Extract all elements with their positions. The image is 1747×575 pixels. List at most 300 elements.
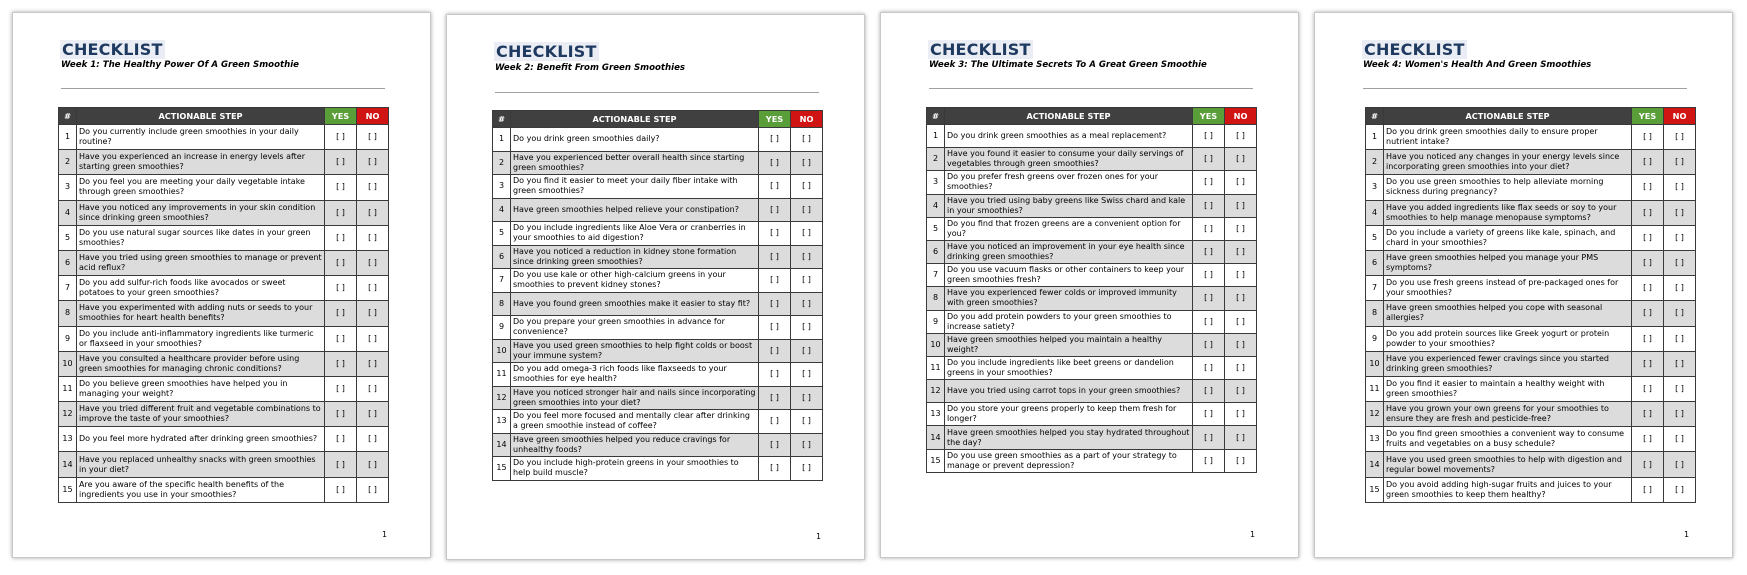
row-number: 15 [1366,477,1384,502]
row-question: Do you include a variety of greens like kale, spinach, and chard in your smoothies? [1384,225,1632,250]
row-number: 6 [1366,250,1384,275]
header-num: # [1366,108,1384,125]
row-number: 14 [1366,452,1384,477]
yes-checkbox[interactable]: [ ] [1632,225,1664,250]
row-question: Do you feel you are meeting your daily vegetable intake through green smoothies? [77,175,325,200]
row-question: Do you add omega-3 rich foods like flaxseeds to your smoothies for eye health? [511,363,759,387]
row-question: Have you tried using baby greens like Swiss chard and kale in your smoothies? [945,194,1193,217]
row-question: Do you drink green smoothies as a meal replacement? [945,125,1193,148]
yes-checkbox[interactable]: [ ] [1632,402,1664,427]
row-number: 10 [493,339,511,363]
row-question: Have you experienced better overall health since starting green smoothies? [511,151,759,175]
table-row [59,225,389,250]
yes-checkbox[interactable]: [ ] [1193,333,1225,356]
no-checkbox[interactable]: [ ] [1225,287,1257,310]
yes-checkbox[interactable]: [ ] [1632,477,1664,502]
no-checkbox[interactable]: [ ] [1225,310,1257,333]
row-question: Do you find it easier to maintain a healthy weight with green smoothies? [1384,376,1632,401]
no-checkbox[interactable]: [ ] [357,427,389,452]
yes-checkbox[interactable]: [ ] [325,376,357,401]
header-yes: YES [325,108,357,125]
yes-checkbox[interactable]: [ ] [325,301,357,326]
row-question: Do you find green smoothies a convenient way to consume fruits and vegetables on a busy schedule? [1384,427,1632,452]
row-question: Have you tried different fruit and vegetable combinations to improve the taste of your smoothies? [77,402,325,427]
header-yes: YES [759,111,791,128]
row-question: Do you use green smoothies as a part of your strategy to manage or prevent depression? [945,449,1193,472]
no-checkbox[interactable]: [ ] [791,245,823,269]
row-number: 8 [59,301,77,326]
no-checkbox[interactable]: [ ] [1664,301,1696,326]
no-checkbox[interactable]: [ ] [357,326,389,351]
row-question: Do you prefer fresh greens over frozen ones for your smoothies? [945,171,1193,194]
table-row [59,326,389,351]
row-question: Have green smoothies helped you reduce cravings for unhealthy foods? [511,433,759,457]
table-row [493,316,823,340]
row-number: 12 [927,380,945,403]
row-number: 15 [927,449,945,472]
table-row [1366,225,1696,250]
row-question: Do you use fresh greens instead of pre-packaged ones for your smoothies? [1384,276,1632,301]
row-number: 15 [59,477,77,502]
table-row [927,287,1257,310]
table-row [1366,150,1696,175]
no-checkbox[interactable]: [ ] [1664,250,1696,275]
no-checkbox[interactable]: [ ] [791,175,823,199]
table-row [1366,351,1696,376]
row-number: 5 [59,225,77,250]
row-number: 12 [1366,402,1384,427]
row-question: Do you include ingredients like beet greens or dandelion greens in your smoothies? [945,356,1193,379]
header-num: # [59,108,77,125]
no-checkbox[interactable]: [ ] [1664,477,1696,502]
yes-checkbox[interactable]: [ ] [325,225,357,250]
yes-checkbox[interactable]: [ ] [1632,301,1664,326]
table-row [59,250,389,275]
table-row [927,403,1257,426]
row-question: Have you noticed stronger hair and nails since incorporating green smoothies into your diet? [511,386,759,410]
row-number: 1 [1366,125,1384,150]
yes-checkbox[interactable]: [ ] [1193,264,1225,287]
no-checkbox[interactable]: [ ] [1664,351,1696,376]
table-row [1366,452,1696,477]
table-row [1366,402,1696,427]
yes-checkbox[interactable]: [ ] [1193,380,1225,403]
table-row [927,449,1257,472]
row-question: Have green smoothies helped you maintain a healthy weight? [945,333,1193,356]
row-question: Do you prepare your green smoothies in advance for convenience? [511,316,759,340]
checklist-page-week-2 [446,14,865,560]
no-checkbox[interactable]: [ ] [357,150,389,175]
no-checkbox[interactable]: [ ] [1225,171,1257,194]
table-row [1366,200,1696,225]
no-checkbox[interactable]: [ ] [1225,356,1257,379]
no-checkbox[interactable]: [ ] [791,316,823,340]
row-question: Do you add sulfur-rich foods like avocados or sweet potatoes to your green smoothies? [77,276,325,301]
yes-checkbox[interactable]: [ ] [1193,310,1225,333]
table-row [927,380,1257,403]
table-row [493,222,823,246]
table-row [927,148,1257,171]
yes-checkbox[interactable]: [ ] [1193,426,1225,449]
table-row [493,339,823,363]
no-checkbox[interactable]: [ ] [1225,426,1257,449]
no-checkbox[interactable]: [ ] [357,200,389,225]
row-number: 3 [493,175,511,199]
header-no: NO [791,111,823,128]
header-step: ACTIONABLE STEP [511,111,759,128]
yes-checkbox[interactable]: [ ] [1193,240,1225,263]
yes-checkbox[interactable]: [ ] [759,410,791,434]
yes-checkbox[interactable]: [ ] [759,222,791,246]
yes-checkbox[interactable]: [ ] [1193,449,1225,472]
table-row [59,402,389,427]
no-checkbox[interactable]: [ ] [791,198,823,222]
no-checkbox[interactable]: [ ] [1225,148,1257,171]
row-number: 13 [59,427,77,452]
row-question: Do you use natural sugar sources like dates in your green smoothies? [77,225,325,250]
row-number: 10 [1366,351,1384,376]
no-checkbox[interactable]: [ ] [1225,240,1257,263]
no-checkbox[interactable]: [ ] [357,477,389,502]
yes-checkbox[interactable]: [ ] [325,150,357,175]
yes-checkbox[interactable]: [ ] [1632,427,1664,452]
row-number: 4 [927,194,945,217]
no-checkbox[interactable]: [ ] [1664,276,1696,301]
row-number: 2 [927,148,945,171]
row-number: 7 [493,269,511,293]
row-number: 3 [927,171,945,194]
yes-checkbox[interactable]: [ ] [759,151,791,175]
row-question: Have you grown your own greens for your smoothies to ensure they are fresh and pesticide-free? [1384,402,1632,427]
row-question: Have you consulted a healthcare provider before using green smoothies for managing chronic conditions? [77,351,325,376]
no-checkbox[interactable]: [ ] [1225,449,1257,472]
page-number: 1 [382,530,388,539]
table-row [59,125,389,150]
yes-checkbox[interactable]: [ ] [1193,194,1225,217]
yes-checkbox[interactable]: [ ] [1193,171,1225,194]
no-checkbox[interactable]: [ ] [1225,403,1257,426]
row-number: 11 [493,363,511,387]
yes-checkbox[interactable]: [ ] [1632,175,1664,200]
row-number: 3 [59,175,77,200]
yes-checkbox[interactable]: [ ] [325,250,357,275]
yes-checkbox[interactable]: [ ] [325,477,357,502]
yes-checkbox[interactable]: [ ] [325,427,357,452]
table-row [927,356,1257,379]
no-checkbox[interactable]: [ ] [357,351,389,376]
table-row [59,452,389,477]
header-num: # [493,111,511,128]
page-title: CHECKLIST [496,42,597,61]
row-number: 9 [59,326,77,351]
row-number: 4 [1366,200,1384,225]
yes-checkbox[interactable]: [ ] [1632,150,1664,175]
yes-checkbox[interactable]: [ ] [325,326,357,351]
no-checkbox[interactable]: [ ] [791,363,823,387]
no-checkbox[interactable]: [ ] [791,457,823,481]
no-checkbox[interactable]: [ ] [791,151,823,175]
row-question: Do you feel more focused and mentally clear after drinking a green smoothie instead of coffee? [511,410,759,434]
no-checkbox[interactable]: [ ] [1225,264,1257,287]
row-number: 14 [927,426,945,449]
checklist-table [1365,107,1696,503]
table-row [493,292,823,316]
row-question: Do you find it easier to meet your daily fiber intake with green smoothies? [511,175,759,199]
yes-checkbox[interactable]: [ ] [325,276,357,301]
row-question: Do you use kale or other high-calcium greens in your smoothies to prevent kidney stones? [511,269,759,293]
table-row [1366,477,1696,502]
row-number: 4 [493,198,511,222]
no-checkbox[interactable]: [ ] [1664,402,1696,427]
table-row [493,128,823,152]
table-row [927,426,1257,449]
table-row [493,410,823,434]
no-checkbox[interactable]: [ ] [357,276,389,301]
row-question: Have you noticed any changes in your energy levels since incorporating green smoothies into your diet? [1384,150,1632,175]
row-number: 8 [927,287,945,310]
no-checkbox[interactable]: [ ] [1664,376,1696,401]
yes-checkbox[interactable]: [ ] [759,128,791,152]
row-number: 13 [927,403,945,426]
row-number: 9 [927,310,945,333]
yes-checkbox[interactable]: [ ] [325,125,357,150]
divider [495,92,819,93]
no-checkbox[interactable]: [ ] [357,250,389,275]
header-step: ACTIONABLE STEP [945,108,1193,125]
yes-checkbox[interactable]: [ ] [325,351,357,376]
no-checkbox[interactable]: [ ] [791,339,823,363]
table-row [493,363,823,387]
yes-checkbox[interactable]: [ ] [759,175,791,199]
no-checkbox[interactable]: [ ] [357,301,389,326]
no-checkbox[interactable]: [ ] [357,402,389,427]
no-checkbox[interactable]: [ ] [1225,333,1257,356]
checklist-table [492,110,823,481]
yes-checkbox[interactable]: [ ] [325,175,357,200]
table-row [59,351,389,376]
yes-checkbox[interactable]: [ ] [1193,356,1225,379]
header-no: NO [1664,108,1696,125]
row-number: 8 [493,292,511,316]
page-title: CHECKLIST [930,40,1031,59]
no-checkbox[interactable]: [ ] [357,175,389,200]
no-checkbox[interactable]: [ ] [791,386,823,410]
page-number: 1 [1250,530,1256,539]
no-checkbox[interactable]: [ ] [1664,452,1696,477]
row-question: Have you tried using carrot tops in your green smoothies? [945,380,1193,403]
yes-checkbox[interactable]: [ ] [759,316,791,340]
table-row [493,175,823,199]
row-question: Have you noticed any improvements in your skin condition since drinking green smoothies? [77,200,325,225]
row-question: Have you noticed a reduction in kidney stone formation since drinking green smoothies? [511,245,759,269]
row-number: 14 [59,452,77,477]
yes-checkbox[interactable]: [ ] [759,339,791,363]
yes-checkbox[interactable]: [ ] [1632,351,1664,376]
row-question: Have you found it easier to consume your daily servings of vegetables through green smoothies? [945,148,1193,171]
yes-checkbox[interactable]: [ ] [1193,403,1225,426]
table-row [1366,175,1696,200]
table-row [927,171,1257,194]
row-question: Have you used green smoothies to help with digestion and regular bowel movements? [1384,452,1632,477]
no-checkbox[interactable]: [ ] [357,376,389,401]
row-number: 7 [927,264,945,287]
no-checkbox[interactable]: [ ] [791,292,823,316]
no-checkbox[interactable]: [ ] [1664,125,1696,150]
no-checkbox[interactable]: [ ] [1664,326,1696,351]
yes-checkbox[interactable]: [ ] [759,457,791,481]
yes-checkbox[interactable]: [ ] [1193,125,1225,148]
no-checkbox[interactable]: [ ] [1225,125,1257,148]
row-question: Do you believe green smoothies have helped you in managing your weight? [77,376,325,401]
no-checkbox[interactable]: [ ] [357,125,389,150]
row-question: Do you store your greens properly to keep them fresh for longer? [945,403,1193,426]
table-row [927,264,1257,287]
no-checkbox[interactable]: [ ] [791,222,823,246]
row-number: 3 [1366,175,1384,200]
row-question: Are you aware of the specific health benefits of the ingredients you use in your smoothies? [77,477,325,502]
table-row [1366,326,1696,351]
table-row [59,276,389,301]
checklist-table [58,107,389,503]
divider [929,88,1253,89]
yes-checkbox[interactable]: [ ] [759,198,791,222]
no-checkbox[interactable]: [ ] [1225,217,1257,240]
no-checkbox[interactable]: [ ] [357,225,389,250]
yes-checkbox[interactable]: [ ] [1632,200,1664,225]
yes-checkbox[interactable]: [ ] [325,200,357,225]
page-number: 1 [1684,530,1690,539]
page-subtitle: Week 2: Benefit From Green Smoothies [495,63,686,73]
row-question: Do you add protein powders to your green smoothies to increase satiety? [945,310,1193,333]
table-row [59,376,389,401]
row-number: 14 [493,433,511,457]
page-title: CHECKLIST [1364,40,1465,59]
no-checkbox[interactable]: [ ] [1664,175,1696,200]
header-step: ACTIONABLE STEP [1384,108,1632,125]
no-checkbox[interactable]: [ ] [1664,200,1696,225]
yes-checkbox[interactable]: [ ] [1632,250,1664,275]
no-checkbox[interactable]: [ ] [791,433,823,457]
no-checkbox[interactable]: [ ] [357,452,389,477]
row-question: Have green smoothies helped you manage your PMS symptoms? [1384,250,1632,275]
row-question: Do you drink green smoothies daily to ensure proper nutrient intake? [1384,125,1632,150]
header-no: NO [1225,108,1257,125]
row-number: 1 [927,125,945,148]
row-number: 11 [1366,376,1384,401]
yes-checkbox[interactable]: [ ] [759,292,791,316]
row-number: 12 [493,386,511,410]
row-number: 7 [1366,276,1384,301]
row-question: Have green smoothies helped you cope with seasonal allergies? [1384,301,1632,326]
table-row [59,175,389,200]
table-row [493,457,823,481]
page-subtitle: Week 1: The Healthy Power Of A Green Smoothie [61,60,299,70]
yes-checkbox[interactable]: [ ] [1632,452,1664,477]
row-question: Have you found green smoothies make it easier to stay fit? [511,292,759,316]
row-number: 4 [59,200,77,225]
yes-checkbox[interactable]: [ ] [325,452,357,477]
no-checkbox[interactable]: [ ] [1664,150,1696,175]
row-number: 6 [493,245,511,269]
page-number: 1 [816,532,822,541]
table-row [493,245,823,269]
row-number: 2 [59,150,77,175]
yes-checkbox[interactable]: [ ] [759,433,791,457]
yes-checkbox[interactable]: [ ] [1632,276,1664,301]
yes-checkbox[interactable]: [ ] [759,245,791,269]
table-row [1366,125,1696,150]
table-row [927,240,1257,263]
header-yes: YES [1193,108,1225,125]
row-question: Do you drink green smoothies daily? [511,128,759,152]
yes-checkbox[interactable]: [ ] [759,386,791,410]
row-question: Have you added ingredients like flax seeds or soy to your smoothies to help manage menopause symptoms? [1384,200,1632,225]
row-number: 7 [59,276,77,301]
no-checkbox[interactable]: [ ] [1225,194,1257,217]
row-number: 8 [1366,301,1384,326]
yes-checkbox[interactable]: [ ] [759,363,791,387]
table-row [1366,427,1696,452]
yes-checkbox[interactable]: [ ] [1193,287,1225,310]
row-number: 1 [59,125,77,150]
no-checkbox[interactable]: [ ] [1225,380,1257,403]
row-number: 2 [1366,150,1384,175]
row-question: Do you feel more hydrated after drinking green smoothies? [77,427,325,452]
row-question: Have you used green smoothies to help fight colds or boost your immune system? [511,339,759,363]
row-question: Do you use green smoothies to help alleviate morning sickness during pregnancy? [1384,175,1632,200]
no-checkbox[interactable]: [ ] [1664,225,1696,250]
yes-checkbox[interactable]: [ ] [1632,125,1664,150]
no-checkbox[interactable]: [ ] [791,128,823,152]
checklist-page-week-4 [1314,12,1733,558]
row-question: Have green smoothies helped relieve your constipation? [511,198,759,222]
table-row [59,301,389,326]
table-row [493,151,823,175]
row-number: 15 [493,457,511,481]
no-checkbox[interactable]: [ ] [791,269,823,293]
row-number: 11 [59,376,77,401]
table-row [493,269,823,293]
row-number: 10 [59,351,77,376]
row-number: 5 [927,217,945,240]
table-row [493,386,823,410]
table-row [1366,301,1696,326]
table-row [59,200,389,225]
yes-checkbox[interactable]: [ ] [325,402,357,427]
yes-checkbox[interactable]: [ ] [1193,148,1225,171]
yes-checkbox[interactable]: [ ] [759,269,791,293]
table-row [1366,376,1696,401]
row-question: Have you experienced an increase in energy levels after starting green smoothies? [77,150,325,175]
row-number: 6 [927,240,945,263]
yes-checkbox[interactable]: [ ] [1632,376,1664,401]
header-step: ACTIONABLE STEP [77,108,325,125]
row-question: Have you tried using green smoothies to manage or prevent acid reflux? [77,250,325,275]
table-row [927,333,1257,356]
table-row [493,433,823,457]
checklist-page-week-1 [12,12,431,558]
row-number: 1 [493,128,511,152]
row-question: Do you include high-protein greens in your smoothies to help build muscle? [511,457,759,481]
yes-checkbox[interactable]: [ ] [1632,326,1664,351]
row-question: Do you currently include green smoothies in your daily routine? [77,125,325,150]
yes-checkbox[interactable]: [ ] [1193,217,1225,240]
table-row [1366,276,1696,301]
no-checkbox[interactable]: [ ] [1664,427,1696,452]
no-checkbox[interactable]: [ ] [791,410,823,434]
row-number: 13 [493,410,511,434]
checklist-page-week-3 [880,12,1299,558]
